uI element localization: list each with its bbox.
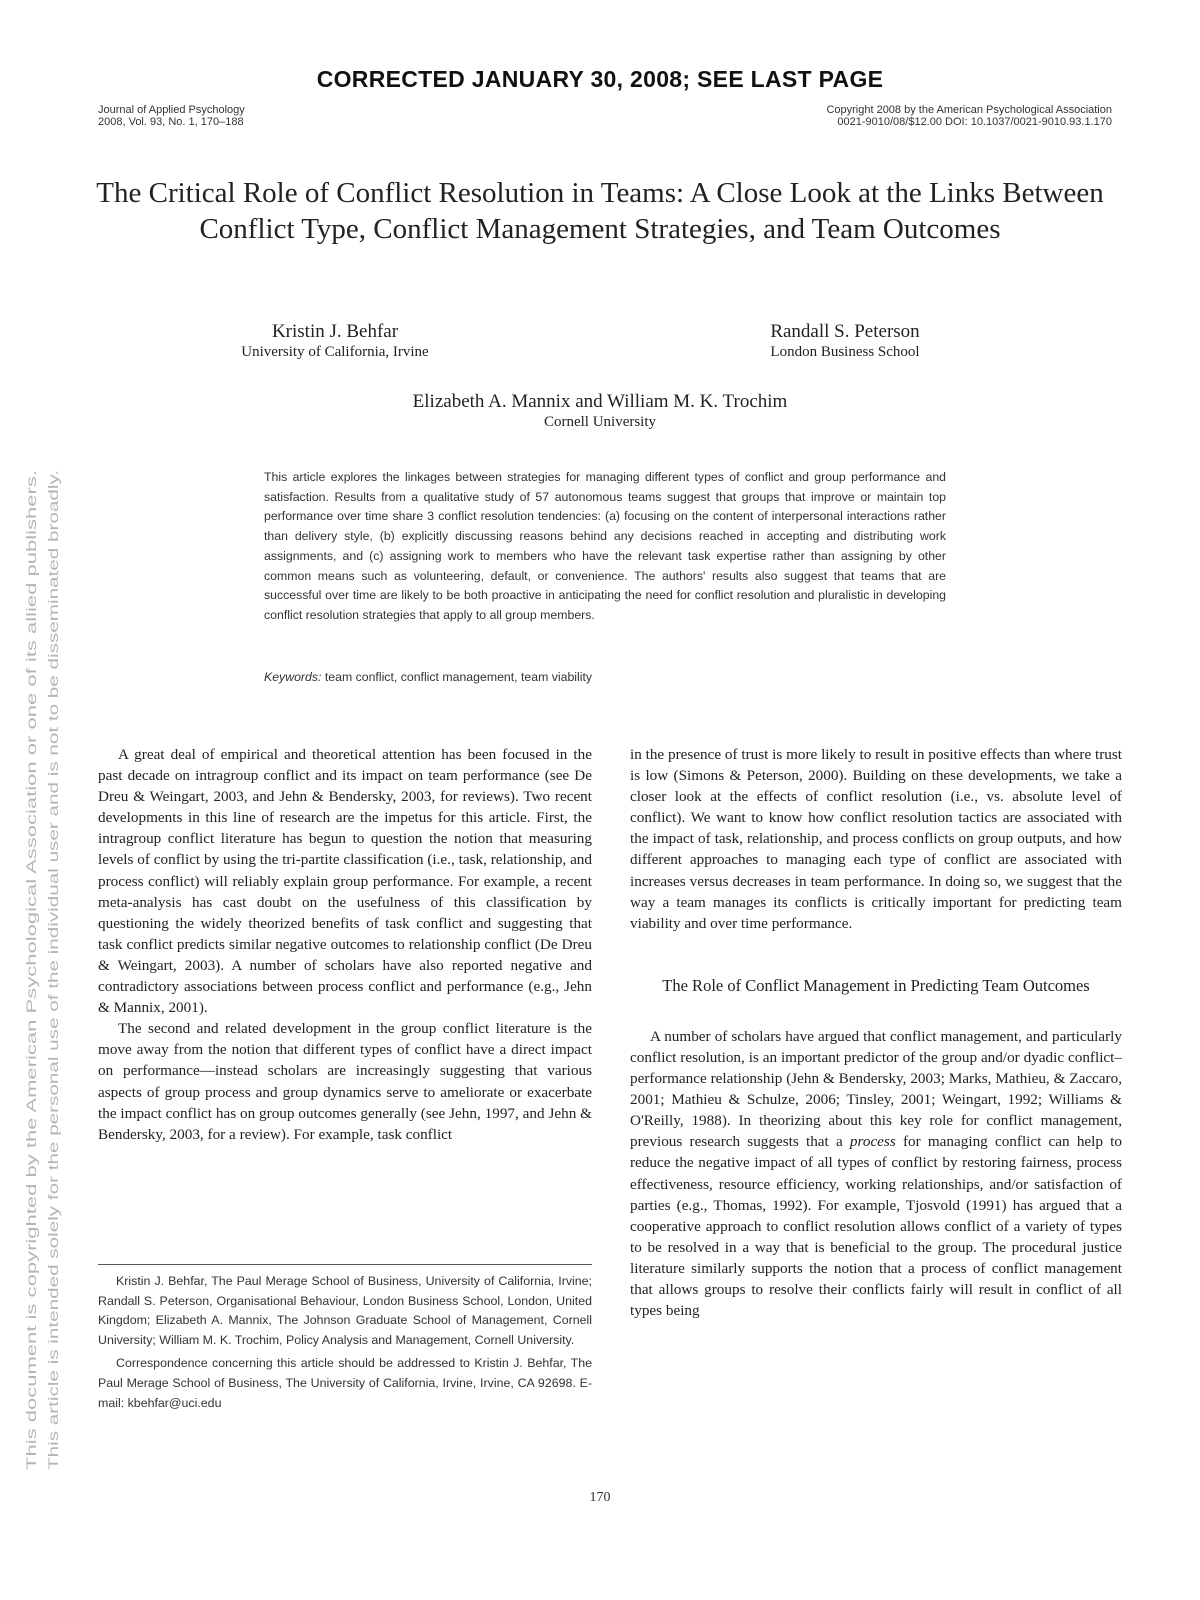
author-affiliation: University of California, Irvine (241, 344, 429, 360)
author-name: Randall S. Peterson (770, 321, 920, 342)
body-paragraph: in the presence of trust is more likely to result in positive effects than where trust is low (Simons & Peterson, 2000). Building on these developments, we take a closer look at the effects of conflict resolution (i.e., vs. absolute level of conflict). We want to know how conflict resolution tactics are associated with the impact of task, relationship, and process conflicts on group outputs, and how different approaches to managing each type of conflict are associated with increases versus decreases in team performance. In doing so, we suggest that the way a team manages its conflicts is critically important for predicting team viability and over time performance. (630, 746, 1122, 932)
doi-line: 0021-9010/08/$12.00 DOI: 10.1037/0021-9010.93.1.170 (837, 116, 1112, 128)
keywords-list: team conflict, conflict management, team viability (324, 670, 593, 684)
keywords (264, 668, 946, 687)
author-block (200, 321, 470, 362)
journal-name: Journal of Applied Psychology (98, 104, 245, 116)
page-number: 170 (589, 1490, 611, 1505)
sidebar-svg (24, 455, 80, 1485)
author-block (730, 321, 960, 362)
body-paragraph: The second and related development in the group conflict literature is the move away from the notion that different types of conflict have a direct impact on performance—instead scholars are increasingly suggesting that various aspects of group process and group dynamics serve to ameliorate or exacerbate the impact conflict has on group outcomes generally (see Jehn, 1997, and Jehn & Bendersky, 2003, for a review). For example, task conflict (98, 1020, 592, 1143)
emphasis: process (849, 1133, 896, 1151)
keywords-label: Keywords: (264, 670, 322, 684)
body-paragraph (630, 1026, 1122, 1321)
author-name: Elizabeth A. Mannix and William M. K. Trochim (412, 391, 788, 412)
body-column-left (98, 744, 592, 1145)
copyright-sidebar (24, 455, 80, 1485)
section-heading: The Role of Conflict Management in Predicting Team Outcomes (662, 975, 1090, 995)
author-affiliation: Cornell University (543, 414, 657, 430)
footnote-affiliations: Kristin J. Behfar, The Paul Merage School of Business, University of California, Irvine; Randall S. Peterson, Organisational Behaviour, London Business School, London, United Kingdom; Elizabeth A. Mannix, The Johnson Graduate School of Management, Cornell University; William M. K. Trochim, Policy Analysis and Management, Cornell University. (98, 1274, 592, 1347)
article-title: The Critical Role of Conflict Resolution in Teams: A Close Look at the Links Between Conflict Type, Conflict Management Strategies, and Team Outcomes (96, 177, 1104, 245)
journal-volume: 2008, Vol. 93, No. 1, 170–188 (98, 116, 244, 128)
author-name: Kristin J. Behfar (271, 321, 399, 342)
footnotes (98, 1272, 592, 1417)
text-run: A number of scholars have argued that conflict management, and particularly conflict resolution, is an important predictor of the group and/or dyadic conflict–performance relationship (Jehn & Bendersky, 2003; Marks, Mathieu, & Zaccaro, 2001; Mathieu & Schulze, 2006; Tinsley, 2001; Weingart, 1992; Williams & O'Reilly, 1988). In theorizing about this key role for conflict management, previous research suggests that a (630, 1027, 1122, 1151)
correction-banner: CORRECTED JANUARY 30, 2008; SEE LAST PAGE (316, 66, 884, 92)
body-column-right (630, 744, 1122, 1321)
footnote-divider (98, 1264, 592, 1265)
journal-citation (98, 104, 245, 128)
footnote-correspondence: Correspondence concerning this article should be addressed to Kristin J. Behfar, The Paul Merage School of Business, The University of California, Irvine, Irvine, CA 92698. E-mail: kbehfar@uci.edu (98, 1356, 592, 1410)
text-run: for managing conflict can help to reduce the negative impact of all types of conflict by restoring fairness, process effectiveness, resource efficiency, working relationships, and/or satisfaction of parties (e.g., Thomas, 1992). For example, Tjosvold (1991) has argued that a cooperative approach to conflict resolution allows conflict of a variety of types to be resolved in a way that is beneficial to the group. The procedural justice literature similarly supports the notion that a process of conflict management that allows groups to resolve their conflicts fairly will result in conflict of all types being (630, 1133, 1122, 1320)
author-affiliation: London Business School (770, 344, 920, 360)
copyright-line: Copyright 2008 by the American Psychological Association (826, 104, 1112, 116)
sidebar-line-1: This document is copyrighted by the American Psychological Association or one of its allied publishers. (24, 825, 40, 1470)
sidebar-line-2: This article is intended solely for the personal use of the individual user and is not to be disseminated broadly. (46, 783, 62, 1470)
body-paragraph: A great deal of empirical and theoretical attention has been focused in the past decade on intragroup conflict and its impact on team performance (see De Dreu & Weingart, 2003, and Jehn & Bendersky, 2003, for reviews). Two recent developments in this line of research are the impetus for this article. First, the intragroup conflict literature has begun to question the notion that measuring levels of conflict by using the tri-partite classification (i.e., task, relationship, and process conflict) will reliably explain group performance. For example, a recent meta-analysis has cast doubt on the usefulness of this classification by questioning the widely theorized benefits of task conflict and suggesting that task conflict predicts similar negative outcomes to relationship conflict (De Dreu & Weingart, 2003). A number of scholars have also reported negative and contradictory associations between process conflict and performance (e.g., Jehn & Mannix, 2001). (98, 746, 592, 1017)
copyright-notice (826, 104, 1112, 128)
author-block (300, 391, 900, 432)
abstract: This article explores the linkages between strategies for managing different types of conflict and group performance and satisfaction. Results from a qualitative study of 57 autonomous teams suggest that groups that improve or maintain top performance over time share 3 conflict resolution tendencies: (a) focusing on the content of interpersonal interactions rather than delivery style, (b) explicitly discussing reasons behind any decisions reached in accepting and distributing work assignments, and (c) assigning work to members who have the relevant task expertise rather than assigning by other common means such as volunteering, default, or convenience. The authors' results also suggest that teams that are successful over time are likely to be both proactive in anticipating the need for conflict resolution and pluralistic in developing conflict resolution strategies that apply to all group members. (264, 470, 946, 622)
